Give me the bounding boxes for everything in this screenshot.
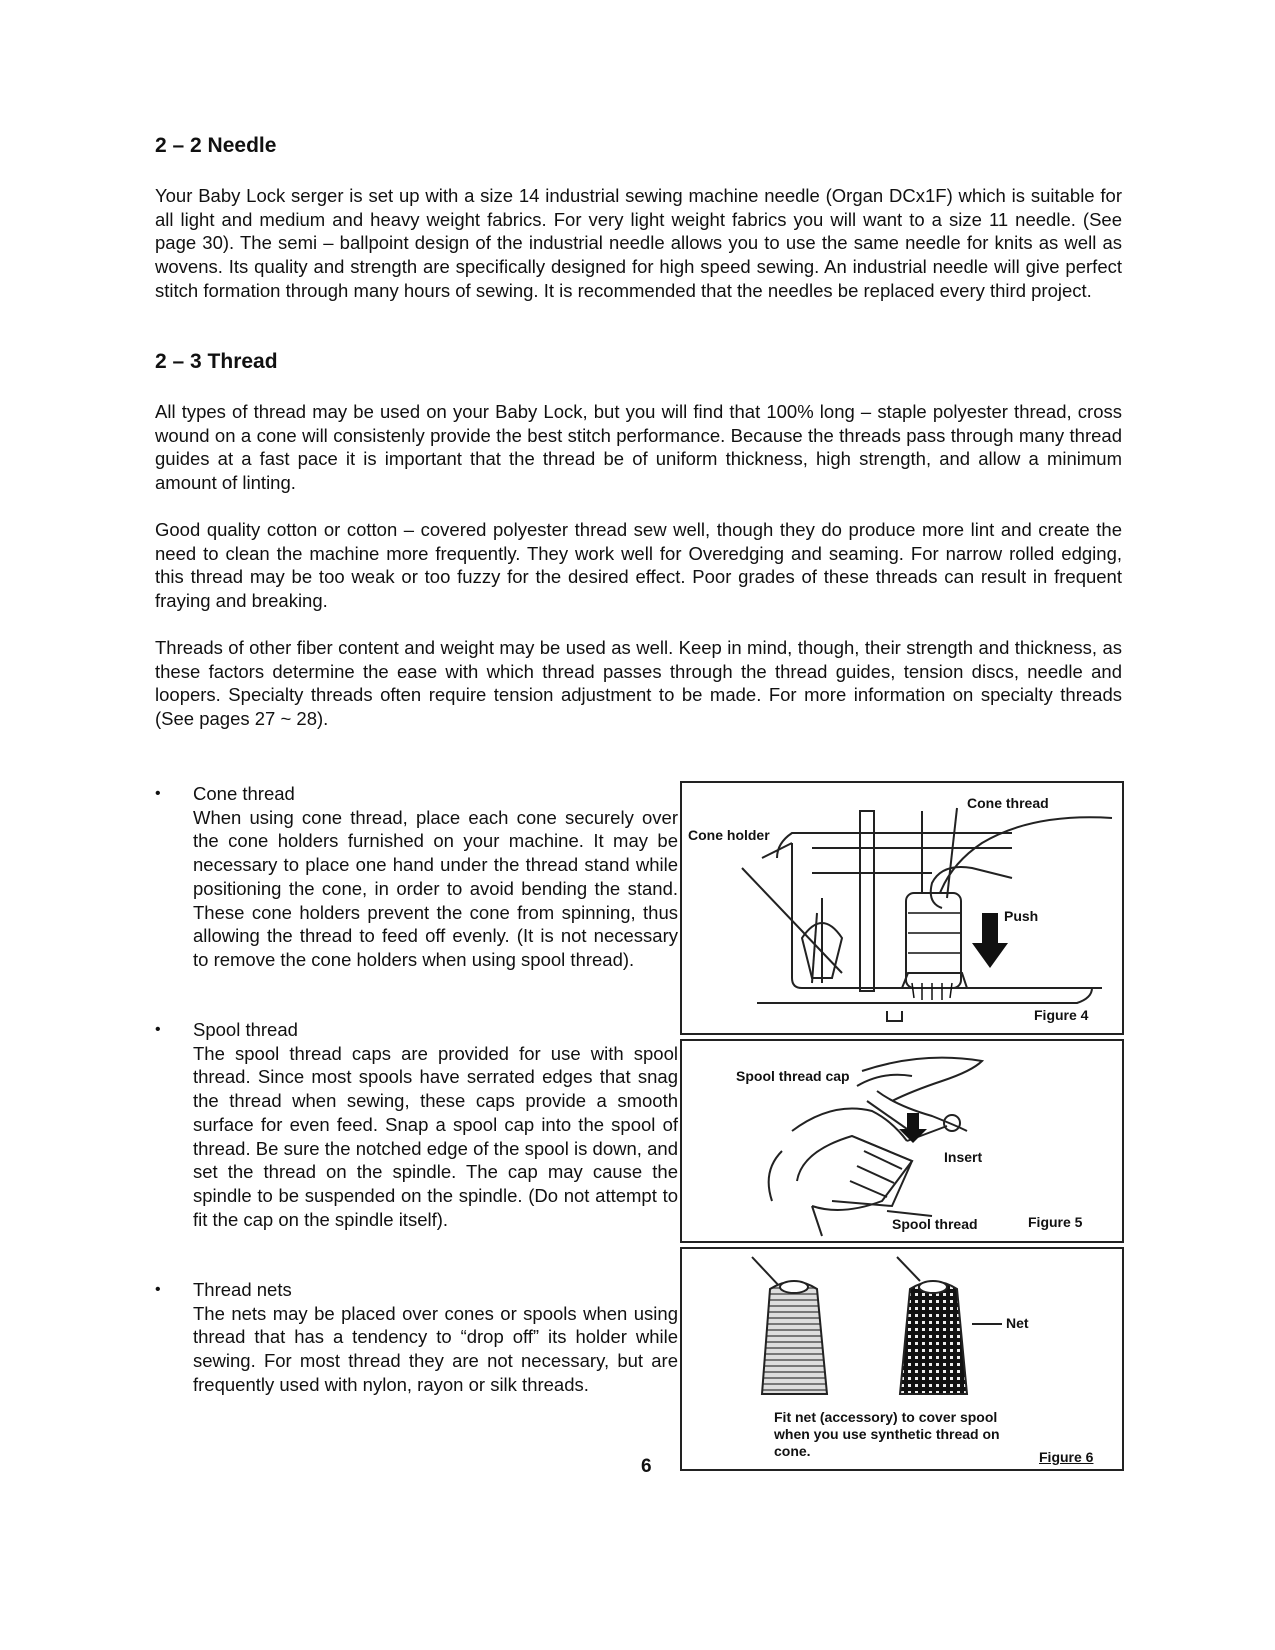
figure-6 bbox=[680, 1247, 1124, 1471]
push-arrow-icon bbox=[972, 913, 1008, 968]
paragraph-thread-3: Threads of other fiber content and weight may be used as well. Keep in mind, though, their strength and thickness, as these factors determine the ease with which thread passes through the thread guides, tension discs, needle and loopers. Specialty threads often require tension adjustment to be made. For more information on specialty threads (See pages 27 ~ 28). bbox=[155, 637, 1122, 730]
bullet-body: The spool thread caps are provided for use with spool thread. Since most spools have serrated edges that snag the thread when sewing, these caps provide a smooth surface for even feed. Snap a spool cap into the spool of thread. Be sure the notched edge of the spool is down, and set the thread on the spindle. The cap may cause the spindle to be suspended on the spindle. (Do not attempt to fit the cap on the spindle itself). bbox=[193, 1042, 678, 1230]
insert-arrow-icon bbox=[899, 1113, 927, 1143]
paragraph-thread-2: Good quality cotton or cotton – covered polyester thread sew well, though they do produce more lint and create the need to clean the machine more frequently. They work well for Overedging and seaming. For narrow rolled edging, this thread may be too weak or too fuzzy for the desired effect. Poor grades of these threads can result in frequent fraying and breaking. bbox=[155, 519, 1122, 612]
bullet-marker: • bbox=[155, 1281, 161, 1298]
bullet-title: Spool thread bbox=[193, 1019, 298, 1040]
label-spool-thread: Spool thread bbox=[892, 1216, 978, 1232]
paragraph-thread-1: All types of thread may be used on your Baby Lock, but you will find that 100% long – staple polyester thread, cross wound on a cone will consistenly provide the best stitch performance. Because the threads pass through many thread guides at a fast pace it is important that the thread be of uniform thickness, high strength, and allow a minimum amount of linting. bbox=[155, 401, 1122, 494]
heading-needle: 2 – 2 Needle bbox=[155, 134, 277, 157]
label-insert: Insert bbox=[944, 1149, 983, 1165]
figure-caption: Figure 6 bbox=[1039, 1449, 1094, 1465]
label-cone-holder: Cone holder bbox=[688, 827, 770, 843]
figure-note-line-3: cone. bbox=[774, 1443, 811, 1459]
figure-note-line-2: when you use synthetic thread on bbox=[774, 1426, 1000, 1442]
bullet-body: The nets may be placed over cones or spools when using thread that has a tendency to “drop off” its holder while sewing. For most thread they are not necessary, but are frequently used with nylon, rayon or silk threads. bbox=[193, 1302, 678, 1395]
bullet-marker: • bbox=[155, 785, 161, 802]
bullet-title: Cone thread bbox=[193, 783, 295, 804]
paragraph-needle: Your Baby Lock serger is set up with a size 14 industrial sewing machine needle (Organ DCx1F) which is suitable for all light and medium and heavy weight fabrics. For very light weight fabrics you will want to a size 11 needle. (See page 30). The semi – ballpoint design of the industrial needle allows you to use the same needle for knits as well as wovens. Its quality and strength are specifically designed for high speed sewing. An industrial needle will give perfect stitch formation through many hours of sewing. It is recommended that the needles be replaced every third project. bbox=[155, 185, 1122, 301]
label-push: Push bbox=[1004, 908, 1039, 924]
figure-4 bbox=[680, 781, 1124, 1035]
label-cone-thread: Cone thread bbox=[967, 795, 1049, 811]
label-net: Net bbox=[1006, 1315, 1029, 1331]
cone-holder-illustration bbox=[682, 783, 1122, 1033]
figure-note-line-1: Fit net (accessory) to cover spool bbox=[774, 1409, 998, 1425]
heading-thread: 2 – 3 Thread bbox=[155, 350, 278, 373]
bullet-body: When using cone thread, place each cone securely over the cone holders furnished on your machine. It may be necessary to place one hand under the thread stand while positioning the cone, in order to avoid bending the stand. These cone holders prevent the cone from spinning, thus allowing the thread to feed off evenly. (It is not necessary to remove the cone holders when using spool thread). bbox=[193, 806, 678, 970]
figure-caption: Figure 5 bbox=[1028, 1214, 1083, 1230]
figure-caption: Figure 4 bbox=[1034, 1007, 1089, 1023]
label-spool-thread-cap: Spool thread cap bbox=[736, 1068, 850, 1084]
bullet-marker: • bbox=[155, 1021, 161, 1038]
figure-5 bbox=[680, 1039, 1124, 1243]
bullet-title: Thread nets bbox=[193, 1279, 292, 1300]
page-number: 6 bbox=[641, 1456, 652, 1477]
